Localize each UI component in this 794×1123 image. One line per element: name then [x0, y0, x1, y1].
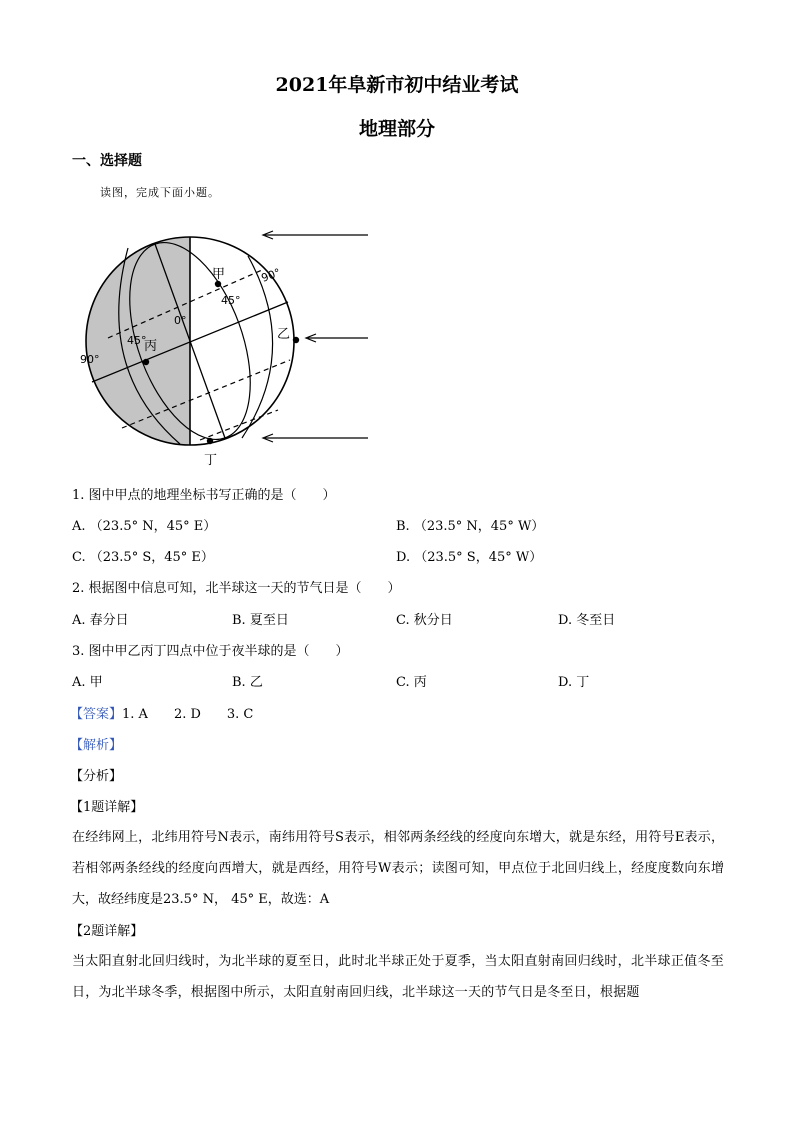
question-1-option-a: A. （23.5° N，45° E） — [72, 519, 217, 534]
label-yi: 乙 — [277, 327, 291, 342]
question-2-stem: 2. 根据图中信息可知，北半球这一天的节气日是（ ） — [72, 581, 401, 596]
label-ding: 丁 — [204, 453, 218, 468]
question-3-option-c: C. 丙 — [396, 675, 427, 690]
label-bing: 丙 — [144, 339, 158, 354]
question-1-option-c: C. （23.5° S，45° E） — [72, 550, 214, 565]
question-3-stem: 3. 图中甲乙丙丁四点中位于夜半球的是（ ） — [72, 644, 349, 659]
question-3-option-b: B. 乙 — [232, 675, 263, 690]
label-0: 0° — [174, 314, 187, 327]
antarctic-circle-line — [200, 410, 278, 440]
q2-detail-body: 当太阳直射北回归线时，为北半球的夏至日，此时北半球正处于夏季，当太阳直射南回归线时，北半球正值冬至日，为北半球冬季，根据图中所示，太阳直射南回归线，北半球这一天的节气日是冬至日，根据题 — [72, 954, 724, 1000]
point-bing-marker — [143, 359, 149, 365]
label-90-right: 90° — [259, 265, 283, 285]
label-90-left: 90° — [80, 353, 100, 366]
document-subtitle: 地理部分 — [358, 118, 435, 140]
question-1-option-d: D. （23.5° S，45° W） — [396, 550, 543, 565]
question-2-option-b: B. 夏至日 — [232, 613, 289, 628]
label-45-left: 45° — [127, 334, 147, 347]
section-heading: 一、选择题 — [72, 153, 142, 169]
label-jia: 甲 — [212, 267, 226, 282]
fenxi-tag: 【分析】 — [70, 769, 123, 784]
instruction-text: 读图，完成下面小题。 — [100, 186, 220, 199]
question-3-option-a: A. 甲 — [72, 675, 103, 690]
point-yi-marker — [293, 337, 299, 343]
point-ding-marker — [207, 438, 213, 444]
document-title: 2021年阜新市初中结业考试 — [275, 74, 519, 96]
label-45-right: 45° — [221, 294, 241, 307]
question-1-stem: 1. 图中甲点的地理坐标书写正确的是（ ） — [72, 488, 336, 503]
question-2-option-a: A. 春分日 — [72, 613, 129, 628]
answer-tag: 【答案】 — [70, 707, 123, 722]
question-3-option-d: D. 丁 — [558, 675, 590, 690]
answer-line — [70, 703, 253, 722]
globe-diagram — [70, 220, 390, 470]
analysis-tag: 【解析】 — [70, 738, 123, 753]
question-2-option-c: C. 秋分日 — [396, 613, 453, 628]
answer-values: 1. A 2. D 3. C — [122, 707, 254, 722]
q2-detail-heading: 【2题详解】 — [70, 924, 144, 939]
question-2-option-d: D. 冬至日 — [558, 613, 616, 628]
q1-detail-body: 在经纬网上，北纬用符号N表示，南纬用符号S表示，相邻两条经线的经度向东增大，就是东经，用符号E表示，若相邻两条经线的经度向西增大，就是西经，用符号W表示；读图可知，甲点位于北回归线上，经度度数向东增大，故经纬度是23.5° N， 45° E，故选：A — [72, 830, 724, 907]
q1-detail-heading: 【1题详解】 — [70, 800, 144, 815]
question-1-option-b: B. （23.5° N，45° W） — [396, 519, 545, 534]
